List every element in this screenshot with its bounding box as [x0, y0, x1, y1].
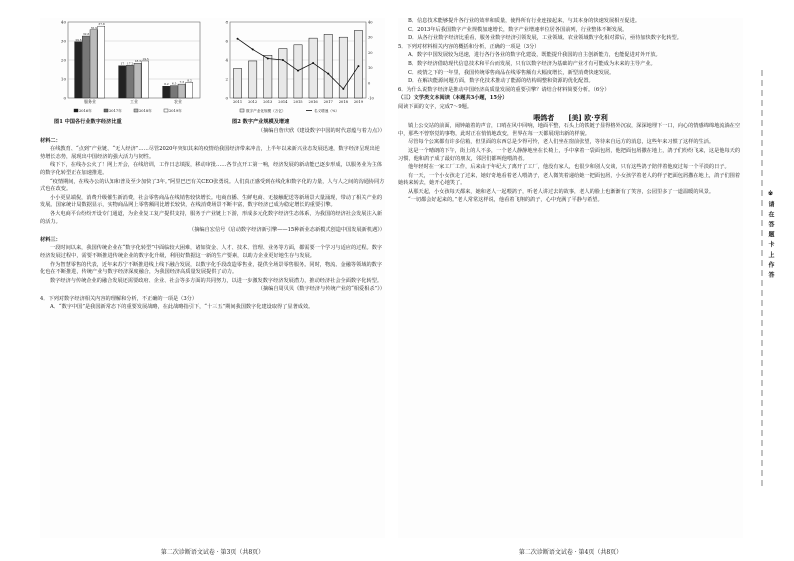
- chart1-data-label: 18.3: [134, 59, 141, 64]
- chart2-growth-point: [252, 48, 254, 50]
- chart1-legend-swatch: [104, 109, 108, 112]
- chart2-xtick: 2018: [338, 100, 348, 104]
- chart2-growth-point: [237, 38, 239, 40]
- chart2-bar: [233, 69, 241, 98]
- strip-dashes: [758, 70, 780, 490]
- chart2-y2tick: 40: [368, 20, 373, 25]
- strip-notice: ※ 请 在 答 题 卡 上 作 答: [767, 190, 774, 279]
- chart1-bar: [82, 36, 89, 98]
- chart2-xtick: 2019: [353, 100, 364, 104]
- chart2-growth-point: [312, 62, 314, 64]
- question-5: 5．下列对材料相关内容的概括和分析，正确的一项是（3分）: [398, 43, 540, 50]
- chart1-ytick: 40: [60, 19, 66, 25]
- chart1-bar: [163, 86, 170, 98]
- chart1-data-label: 19.5: [142, 56, 149, 61]
- chart1-data-label: 37.8: [98, 22, 105, 27]
- section-intro: 阅读下面的文字，完成7～9题。: [398, 103, 473, 110]
- question-6: 6．为什么说数字经济是推动中国经济高质量发展的重要引擎？请结合材料简要分析。（6分）: [398, 86, 610, 93]
- material2-title: 材料二：: [40, 137, 61, 144]
- left-page: [40, 18, 385, 556]
- m3-source: （摘编自周贝贝《数字经济与传统产业的“相爱相杀”》）: [257, 286, 385, 293]
- chart2-xtick: 2011: [232, 100, 243, 104]
- chart2-growth-point: [267, 57, 269, 59]
- chart1-legend-swatch: [134, 109, 138, 112]
- material3-title: 材料三：: [40, 236, 61, 243]
- story-paragraph-1: 镇上公交站的前面，闹钟敲着的声音，口哨在风中回响，地面平整，石头上的铁链子显得格外沉寂，深深地埋下一口，向心的情感绵绵地流淌在空中，那些不曾察觉的事物，此时正在悄悄地改变，世界在每一天都展现出新的样貌。: [398, 123, 741, 137]
- chart2-growth-point: [282, 59, 284, 61]
- charts-source: （摘编自詹庆欣《建设数字中国的时代意蕴与着力点》）: [257, 128, 385, 134]
- chart1-data-label: 6.2: [164, 82, 169, 87]
- chart1-xtick: 农业: [174, 99, 182, 104]
- chart1-legend-label: 2019年: [169, 109, 182, 113]
- m3-paragraph-3: 数字经济与传统企业的融合发展还需要政府、企业、社会等多方面的共同努力，以进一步激发数字经济发展潜力，推动经济社会全面数字化转型。: [50, 277, 383, 284]
- chart1-bar: [98, 26, 105, 98]
- chart1-bar: [142, 61, 149, 98]
- q4-option-c: C．2013年后我国数字产业规模加速增长，数字产业增速率位居各国前列，行业整体不断发展。: [408, 26, 628, 33]
- fig1-caption: 图1 中国各行业数字经济比重: [54, 119, 122, 125]
- chart2-legend-label-line: 名义增速（%）: [314, 109, 339, 113]
- m2-paragraph-1: 在线教育、“点到”产业链、“无人经济”……尽管2020年突如其来的疫情给我国经济带来冲击，上半年以来新兴业态发展迅速，数字经济呈现出逆势增长态势，展现出中国经济的强大活力与韧性。: [40, 146, 380, 160]
- chart2-bar: [279, 49, 287, 98]
- chart2-xtick: 2014: [278, 100, 288, 104]
- q5-option-d: D．在解决能源问题方面，数字化技术推动了能源的结构调整和资源的优化配置。: [408, 78, 594, 85]
- right-page: [398, 18, 743, 556]
- chart2-growth-point: [357, 65, 359, 67]
- m2-paragraph-2: 线下下，在线办公火了！网上开会，在线培训，工作日志填报，移动审批……各节点开工第一响，经济发展的新动能已逐步形成，以服务业为主体的数字化转型正在加速推进。: [40, 162, 383, 176]
- chart2-bar: [264, 55, 272, 98]
- chart1-data-label: 6.5: [171, 81, 177, 86]
- chart1-data-label: 17.2: [127, 61, 134, 66]
- chart2-ytick: 0: [225, 95, 228, 101]
- chart2-xtick: 2013: [263, 100, 273, 104]
- chart1-xtick: 工业: [130, 99, 138, 104]
- q4-option-a: A．“数字中国”是我国新常态下的重要发展战略，在此战略指引下，“十三五”期间我国数字化建设取得了显著成效。: [50, 304, 314, 311]
- m2-paragraph-3: “疫情期间，在线办公的认知和普及至少加快了3年。”阿里巴巴有关CEO张勇说。人们真正感受到在线化和数字化的力量，人与人之间的沟通协同方式也在改变。: [40, 178, 385, 193]
- m3-paragraph-1: 一段时间以来，我国传统企业在“数字化转型”中面临较大困难，诸如资金、人才、技术、管理、业务等方面，都需要一个学习与适应的过程。数字经济发展过程中，需要不断推进传统企业的数字化升级，利用好数据这一新的生产要素，以助力企业更好地生存与发展。: [40, 245, 383, 259]
- q5-option-a: A．数字中国发展较为迅速，进行各行各业的数字化建设，既能提升我国的自主创新能力，也能促进对外开放。: [408, 52, 661, 59]
- chart2-y2tick: 20: [368, 50, 373, 55]
- q5-option-c: C．疫情之下的一年里，我国传统零售商品在线零售额有大幅度增长，新型消费快速发展。: [408, 69, 615, 76]
- chart2-legend-label-bar: 数字产业化规模（万亿）: [246, 109, 286, 113]
- chart2-y2tick: -10: [368, 96, 374, 101]
- chart1-data-label: 32.6: [83, 32, 90, 37]
- chart1-legend-swatch: [164, 109, 168, 112]
- chart1-data-label: 35.9: [90, 25, 97, 30]
- chart1-data-label: 29.6: [75, 37, 82, 42]
- chart-digital-industry-scale: [218, 18, 378, 116]
- story-paragraph-7: “一切都会好起来的。”老人常常这样说，他看着飞翔的鸽子，心中充满了平静与希望。: [408, 197, 603, 204]
- q5-option-b: B．数字经济借助现代信息技术和平台而发展，只有以数字经济为基础的产业才有可能成为未来的主导产业。: [408, 60, 656, 67]
- chart2-y2tick: 30: [368, 35, 373, 40]
- chart1-ytick: 10: [60, 76, 66, 82]
- chart2-bar: [249, 61, 257, 98]
- right-page-footer: 第二次诊断语文试卷 · 第4页（共8页）: [518, 549, 623, 556]
- chart2-ytick: 4: [225, 57, 228, 63]
- q4-option-b: B．信息技术能够提升各行业的效率和质量，使得所有行业连接起来，与其本身的快速发展相互促进。: [408, 18, 641, 24]
- chart2-xtick: 2016: [308, 100, 318, 104]
- chart2-y2tick: 0: [368, 81, 371, 86]
- chart2-growth-point: [327, 73, 329, 75]
- chart2-growth-point: [342, 88, 344, 90]
- story-paragraph-6: 从那天起，小女孩每天都来，她和老人一起喂鸽子，听老人讲过去的故事，老人的脸上也渐渐有了笑容，公园里多了一道温暖的风景。: [408, 188, 715, 195]
- section-literature: （三）文学类文本阅读（本题共3小题，15分）: [398, 95, 508, 102]
- question-4: 4．下列对数字经济相关内容的理解和分析，不正确的一项是（3分）: [40, 295, 198, 302]
- chart1-ytick: 20: [60, 57, 66, 63]
- chart1-xtick: 服务业: [84, 99, 96, 104]
- answer-sheet-strip: [758, 70, 780, 490]
- chart2-bar: [354, 31, 362, 98]
- chart1-legend-label: 2018年: [139, 109, 152, 113]
- chart2-bar: [324, 34, 332, 98]
- chart1-legend-label: 2017年: [109, 109, 122, 113]
- story-paragraph-2: 尽管每个公寓都有许多信箱，但里面的东西总是少得可怜，老人们坐在窗前张望，等待来自远方的消息，这些年来习惯了这样的生活。: [408, 139, 715, 146]
- chart1-bar: [134, 63, 141, 98]
- m3-paragraph-2: 作为智慧零售的代表，近年来苏宁不断推进线上线下融合发展，以数字化手段改造零售业，提供全场景零售服务。同时，物流、金融等领域的数字化也在不断推进，传统产业与数字经济深度融合，为我国经济高质量发展提供了动力。: [40, 261, 383, 276]
- chart1-data-label: 7.3: [179, 80, 185, 85]
- q4-option-d: D．从各行业数字经济比重看，服务业数字经济引领发展，工业领域、农业领域数字化相对滞后，亟待加快数字化转型。: [408, 35, 682, 42]
- chart2-xtick: 2012: [248, 100, 258, 104]
- chart1-bar: [178, 84, 185, 98]
- chart1-legend-swatch: [74, 109, 78, 112]
- chart1-bar: [186, 82, 193, 98]
- chart1-bar: [90, 30, 97, 98]
- chart1-data-label: 8.2: [187, 78, 192, 83]
- chart1-bar: [170, 86, 177, 98]
- story-paragraph-5: 有一天，一个小女孩走了过来，她好奇地看着老人喂鸽子，老人微笑着递给她一把面包屑，小女孩学着老人的样子把面包屑撒在地上，鸽子们围着她转来转去，她开心地笑了。: [398, 172, 741, 187]
- chart1-bar: [75, 42, 82, 98]
- chart2-ytick: 2: [225, 76, 228, 82]
- story-paragraph-3: 这是一个晴朗的下午，街上的人不多，一个老人静静地坐在长椅上，手中拿着一袋面包屑，他把面包屑撒在地上，鸽子们纷纷飞来，这是他每天的习惯，他和鸽子成了最好的朋友，邻居们都叫他喂鸽者。: [398, 147, 741, 162]
- chart1-data-label: 17: [120, 61, 125, 66]
- m2-paragraph-4: 小小更显端倪，消费升级催生新消费，社会零售商品在线销售较快增长。电商直播、生鲜电商、无接触配送等新场景大量涌现，带动了相关产业的发展。国家统计局数据显示，实物商品网上零售额同比增长较快，在线消费场景不断丰富，数字经济已成为稳定增长的重要引擎。: [40, 194, 383, 209]
- chart1-ytick: 0: [63, 95, 66, 101]
- m2-paragraph-5: 各大电商平台纷纷开设专门通道，为企业复工复产提供支持，服务于产业链上下游，形成多元化数字经济生态体系，为我国的经济社会发展注入新的活力。: [40, 210, 383, 225]
- chart1-ytick: 30: [60, 38, 66, 44]
- story-title: 喂鸽者 [美] 欧·亨利: [533, 112, 608, 122]
- left-page-footer: 第二次诊断语文试卷 · 第3页（共8页）: [160, 549, 265, 556]
- chart1-bar: [119, 66, 126, 98]
- chart2-xtick: 2017: [323, 100, 333, 104]
- chart2-ytick: 6: [225, 38, 228, 44]
- chart1-bar: [126, 65, 133, 98]
- chart2-y2tick: 10: [368, 66, 373, 71]
- chart2-bar: [309, 38, 317, 98]
- story-paragraph-4: 他年轻时在一家工厂工作，后来由于年纪大了离开了工厂，他没有家人，也很少和别人交谈，只有这些鸽子陪伴着他度过每一个平淡的日子。: [408, 164, 730, 171]
- chart2-ytick: 8: [225, 19, 228, 25]
- chart-industry-digital-share: [54, 18, 204, 116]
- chart1-legend-label: 2016年: [79, 109, 92, 113]
- m2-source: （摘编自宏信号《启动数字经济新引擎——15种新业态新模式创造中国发展新机遇》）: [189, 227, 385, 234]
- chart2-growth-point: [297, 70, 299, 72]
- chart2-xtick: 2015: [293, 100, 303, 104]
- chart2-legend-swatch-bar: [240, 109, 244, 112]
- fig2-caption: 图2 数字产业规模及增速: [232, 119, 290, 125]
